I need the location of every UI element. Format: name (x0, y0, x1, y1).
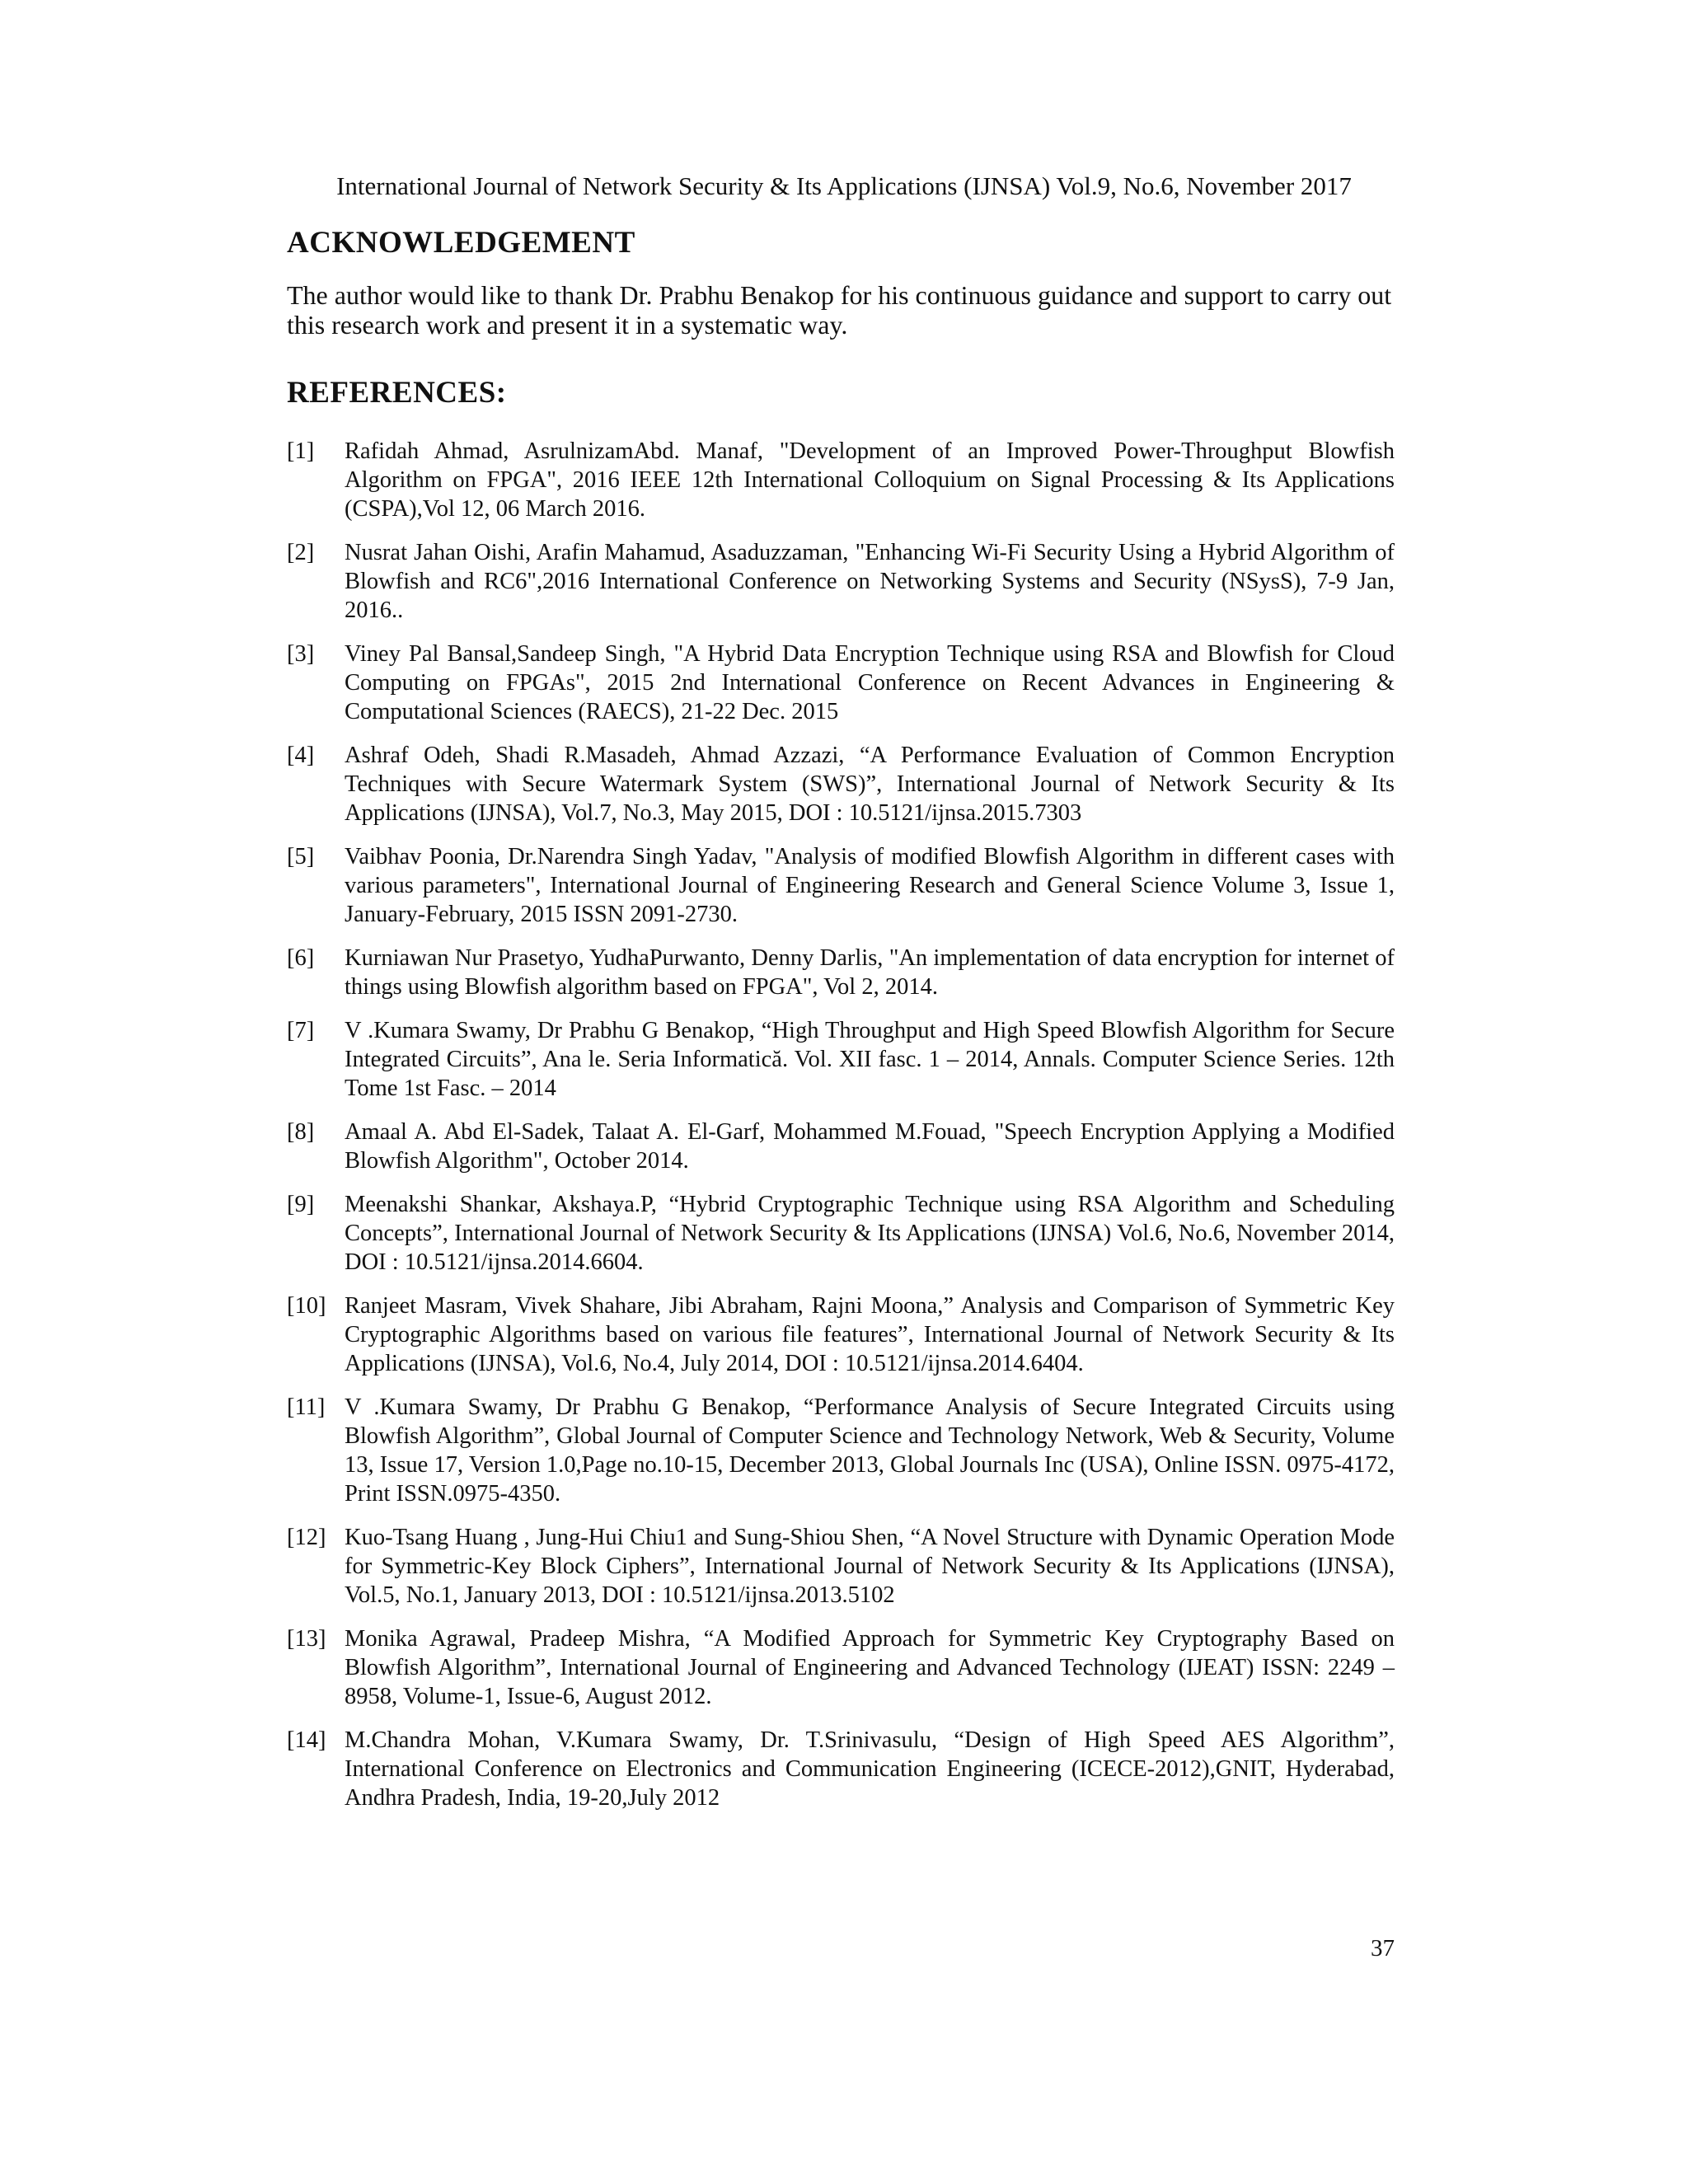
reference-number: [12] (287, 1525, 326, 1550)
reference-item-12 (287, 1523, 1395, 1610)
reference-item-5 (287, 842, 1395, 929)
reference-text: Nusrat Jahan Oishi, Arafin Mahamud, Asaduzzaman, "Enhancing Wi-Fi Security Using a Hybrid Algorithm of Blowfish and RC6",2016 International Conference on Networking Systems and Security (NSysS), 7-9 Jan, 2016.. (345, 540, 1395, 623)
reference-number: [13] (287, 1626, 326, 1652)
reference-list (287, 437, 1395, 1812)
reference-number: [7] (287, 1018, 315, 1043)
reference-text: Ashraf Odeh, Shadi R.Masadeh, Ahmad Azzazi, “A Performance Evaluation of Common Encryption Techniques with Secure Watermark System (SWS)”, International Journal of Network Security & Its Applications (IJNSA), Vol.7, No.3, May 2015, DOI : 10.5121/ijnsa.2015.7303 (345, 743, 1395, 826)
reference-text: M.Chandra Mohan, V.Kumara Swamy, Dr. T.Srinivasulu, “Design of High Speed AES Algorithm”, International Conference on Electronics and Communication Engineering (ICECE-2012),GNIT, Hyderabad, Andhra Pradesh, India, 19-20,July 2012 (345, 1727, 1395, 1811)
reference-text: Meenakshi Shankar, Akshaya.P, “Hybrid Cryptographic Technique using RSA Algorithm and Scheduling Concepts”, International Journal of Network Security & Its Applications (IJNSA) Vol.6, No.6, November 2014, DOI : 10.5121/ijnsa.2014.6604. (345, 1192, 1395, 1275)
page-content (287, 224, 1395, 1827)
acknowledgement-text: The author would like to thank Dr. Prabhu Benakop for his continuous guidance and support to carry out this research work and present it in a systematic way. (287, 280, 1392, 340)
reference-number: [9] (287, 1192, 315, 1217)
reference-item-6 (287, 944, 1395, 1001)
reference-number: [5] (287, 844, 315, 869)
reference-number: [10] (287, 1293, 326, 1319)
reference-text: Ranjeet Masram, Vivek Shahare, Jibi Abraham, Rajni Moona,” Analysis and Comparison of Symmetric Key Cryptographic Algorithms based on various file features”, International Journal of Network Security & Its Applications (IJNSA), Vol.6, No.4, July 2014, DOI : 10.5121/ijnsa.2014.6404. (345, 1293, 1395, 1376)
reference-item-14 (287, 1726, 1395, 1812)
reference-item-10 (287, 1291, 1395, 1378)
reference-text: Viney Pal Bansal,Sandeep Singh, "A Hybrid Data Encryption Technique using RSA and Blowfish for Cloud Computing on FPGAs", 2015 2nd International Conference on Recent Advances in Engineering & Computational Sciences (RAECS), 21-22 Dec. 2015 (345, 641, 1395, 724)
reference-text: Kuo-Tsang Huang , Jung-Hui Chiu1 and Sung-Shiou Shen, “A Novel Structure with Dynamic Operation Mode for Symmetric-Key Block Ciphers”, International Journal of Network Security & Its Applications (IJNSA), Vol.5, No.1, January 2013, DOI : 10.5121/ijnsa.2013.5102 (345, 1525, 1395, 1608)
references-heading: REFERENCES: (287, 376, 507, 410)
reference-number: [11] (287, 1394, 326, 1420)
reference-text: V .Kumara Swamy, Dr Prabhu G Benakop, “Performance Analysis of Secure Integrated Circuits using Blowfish Algorithm”, Global Journal of Computer Science and Technology Network, Web & Security, Volume 13, Issue 17, Version 1.0,Page no.10-15, December 2013, Global Journals Inc (USA), Online ISSN. 0975-4172, Print ISSN.0975-4350. (345, 1394, 1395, 1507)
reference-item-2 (287, 538, 1395, 625)
reference-item-3 (287, 640, 1395, 726)
reference-item-1 (287, 437, 1395, 523)
reference-number: [3] (287, 641, 315, 667)
reference-text: Monika Agrawal, Pradeep Mishra, “A Modified Approach for Symmetric Key Cryptography Based on Blowfish Algorithm”, International Journal of Engineering and Advanced Technology (IJEAT) ISSN: 2249 – 8958, Volume-1, Issue-6, August 2012. (345, 1626, 1395, 1709)
reference-text: Amaal A. Abd El-Sadek, Talaat A. El-Garf, Mohammed M.Fouad, "Speech Encryption Applying a Modified Blowfish Algorithm", October 2014. (345, 1119, 1395, 1174)
reference-text: Rafidah Ahmad, AsrulnizamAbd. Manaf, "Development of an Improved Power-Throughput Blowfish Algorithm on FPGA", 2016 IEEE 12th International Colloquium on Signal Processing & Its Applications (CSPA),Vol 12, 06 March 2016. (345, 438, 1395, 522)
reference-item-7 (287, 1016, 1395, 1103)
reference-item-4 (287, 741, 1395, 827)
reference-item-8 (287, 1118, 1395, 1175)
reference-number: [4] (287, 743, 315, 768)
page-number: 37 (1371, 1935, 1395, 1961)
reference-number: [2] (287, 540, 315, 565)
reference-text: V .Kumara Swamy, Dr Prabhu G Benakop, “High Throughput and High Speed Blowfish Algorithm for Secure Integrated Circuits”, Ana le. Seria Informatică. Vol. XII fasc. 1 – 2014, Annals. Computer Science Series. 12th Tome 1st Fasc. – 2014 (345, 1018, 1395, 1101)
reference-number: [1] (287, 438, 315, 464)
reference-number: [14] (287, 1727, 326, 1753)
reference-text: Vaibhav Poonia, Dr.Narendra Singh Yadav, "Analysis of modified Blowfish Algorithm in different cases with various parameters", International Journal of Engineering Research and General Science Volume 3, Issue 1, January-February, 2015 ISSN 2091-2730. (345, 844, 1395, 927)
reference-number: [6] (287, 945, 315, 971)
acknowledgement-heading: ACKNOWLEDGEMENT (287, 226, 635, 260)
reference-item-9 (287, 1190, 1395, 1277)
running-header: International Journal of Network Security & Its Applications (IJNSA) Vol.9, No.6, November 2017 (336, 171, 1352, 200)
reference-item-11 (287, 1393, 1395, 1508)
reference-text: Kurniawan Nur Prasetyo, YudhaPurwanto, Denny Darlis, "An implementation of data encryption for internet of things using Blowfish algorithm based on FPGA", Vol 2, 2014. (345, 945, 1395, 1000)
reference-item-13 (287, 1624, 1395, 1711)
reference-number: [8] (287, 1119, 315, 1145)
